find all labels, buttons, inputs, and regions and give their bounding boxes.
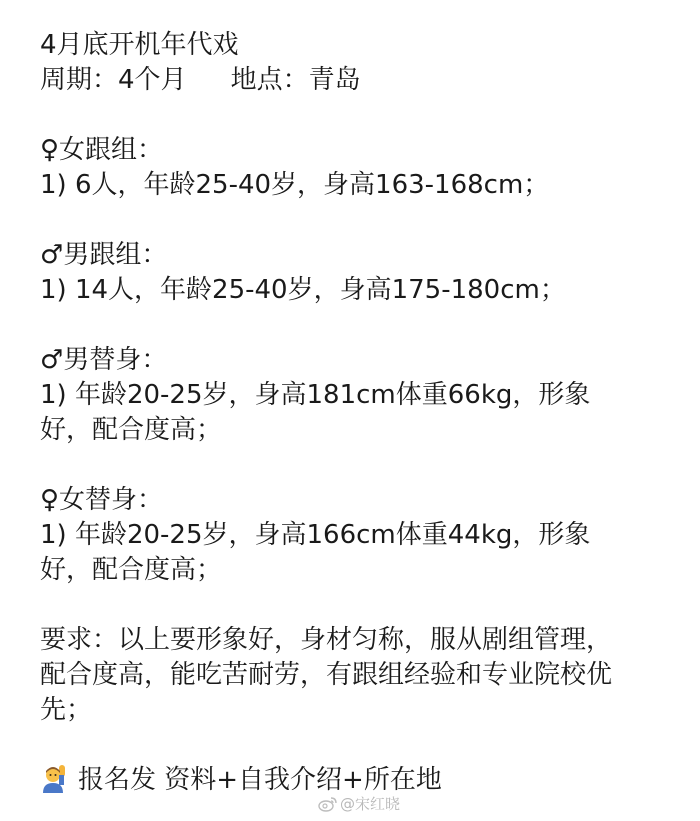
male-symbol-icon: ♂ <box>40 345 64 375</box>
requirements-line-2: 配合度高，能吃苦耐劳，有跟组经验和专业院校优 <box>40 660 613 690</box>
male-double-heading <box>40 343 680 378</box>
male-double-heading-text: 男替身： <box>63 345 168 375</box>
spacer <box>40 728 680 763</box>
location-label: 地点： <box>230 65 309 95</box>
spacer <box>40 448 680 483</box>
female-double-line-1: 1) 年龄20-25岁，身高166cm体重44kg，形象 <box>40 520 591 550</box>
watermark-text: @宋红晓 <box>339 795 400 813</box>
spacer <box>40 588 680 623</box>
male-symbol-icon: ♂ <box>40 240 64 270</box>
female-follow-heading-text: 女跟组： <box>59 135 164 165</box>
male-double-line-2: 好，配合度高； <box>40 415 223 445</box>
location-value: 青岛 <box>308 65 361 95</box>
male-double-line-1: 1) 年龄20-25岁，身高181cm体重66kg，形象 <box>40 380 591 410</box>
weibo-icon <box>318 796 338 812</box>
notice-title: 4月底开机年代戏 <box>40 30 239 60</box>
female-follow-line: 1) 6人，年龄25-40岁，身高163-168cm； <box>40 170 550 200</box>
female-symbol-icon: ♀ <box>40 485 60 515</box>
male-follow-heading <box>40 238 680 273</box>
period-location-row <box>40 63 680 98</box>
person-raising-hand-icon <box>40 763 70 793</box>
weibo-watermark <box>318 793 400 814</box>
casting-notice <box>40 28 680 798</box>
female-symbol-icon: ♀ <box>40 135 60 165</box>
signup-text: 报名发 资料+自我介绍+所在地 <box>78 765 442 795</box>
female-double-heading <box>40 483 680 518</box>
male-follow-line: 1) 14人，年龄25-40岁，身高175-180cm； <box>40 275 566 305</box>
spacer <box>40 203 680 238</box>
spacer <box>40 308 680 343</box>
spacer <box>40 98 680 133</box>
female-double-heading-text: 女替身： <box>59 485 164 515</box>
requirements-line-1: 要求：以上要形象好，身材匀称，服从剧组管理， <box>40 625 613 655</box>
requirements-line-3: 先； <box>40 695 93 725</box>
period-label: 周期： <box>40 65 119 95</box>
female-double-line-2: 好，配合度高； <box>40 555 223 585</box>
female-follow-heading <box>40 133 680 168</box>
period-value: 4个月 <box>118 65 187 95</box>
male-follow-heading-text: 男跟组： <box>63 240 168 270</box>
